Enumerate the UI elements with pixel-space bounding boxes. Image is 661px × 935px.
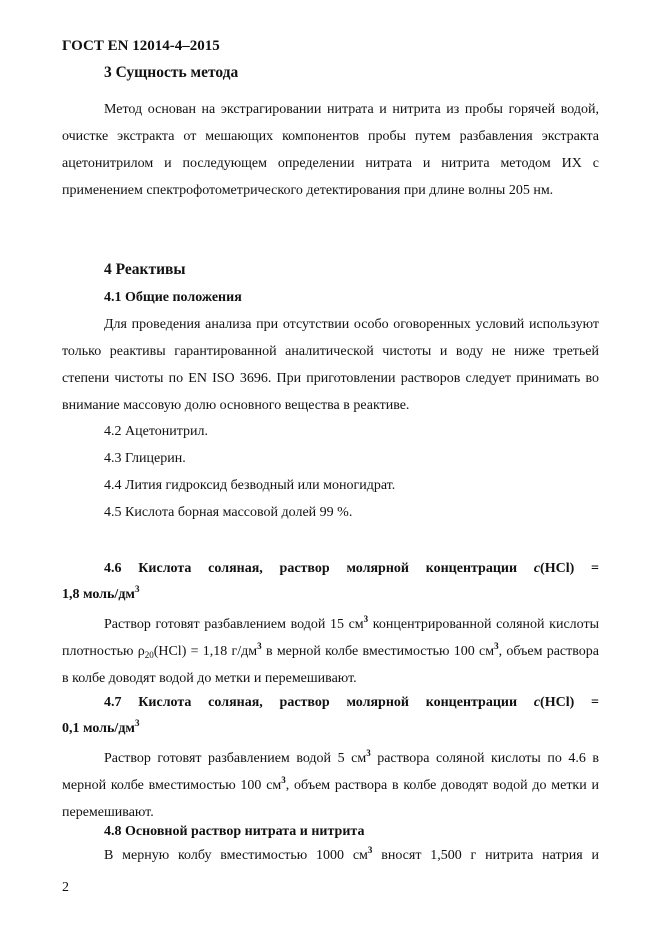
text-run: в мерной колбе вместимостью 100 см	[261, 644, 495, 659]
subscript: 20	[144, 650, 154, 660]
section-3	[62, 64, 599, 204]
text-run: , объем раствора в колбе доводят водой до метки и перемешивают.	[62, 778, 599, 820]
section-4	[62, 261, 599, 526]
exponent: 3	[367, 845, 373, 855]
exponent: 3	[281, 775, 286, 785]
subsection-4-7-value	[62, 716, 599, 742]
text-run: вносят 1,500 г нитрита натрия и	[372, 848, 600, 863]
document-header: ГОСТ EN 12014-4–2015	[62, 38, 220, 54]
subsection-4-6-paragraph	[62, 611, 599, 692]
item-4-3: 4.3 Глицерин.	[104, 451, 186, 466]
item-4-5: 4.5 Кислота борная массовой долей 99 %.	[104, 505, 353, 520]
subsection-4-8	[62, 824, 599, 869]
subsection-4-7-heading	[62, 690, 599, 716]
item-4-2: 4.2 Ацетонитрил.	[104, 424, 209, 439]
concentration-symbol: c	[533, 561, 541, 576]
heading-formula: (HCl) =	[540, 561, 599, 576]
exponent: 3	[257, 641, 262, 651]
subsection-4-6-heading	[62, 556, 599, 582]
heading-formula: (HCl) =	[540, 695, 599, 710]
section-4-heading: 4 Реактивы	[104, 261, 186, 278]
subsection-4-7	[62, 690, 599, 826]
concentration-value: 0,1 моль/дм	[62, 721, 135, 736]
heading-text: 4.6 Кислота соляная, раствор молярной концентрации	[104, 561, 518, 576]
heading-text: 4.7 Кислота соляная, раствор молярной концентрации	[104, 695, 518, 710]
subsection-4-1-heading: 4.1 Общие положения	[104, 290, 242, 305]
subsection-4-1-paragraph: Для проведения анализа при отсутствии особо оговоренных условий используют только реактивы гарантированной аналитической чистоты и воду не ниже третьей степени чистоты по EN ISO 3696. При приготовлении растворов следует принимать во внимание массовую долю основного вещества в реактиве.	[62, 317, 599, 413]
exponent: 3	[134, 584, 140, 594]
exponent: 3	[134, 718, 140, 728]
subsection-4-8-paragraph	[62, 842, 599, 869]
text-run: В мерную колбу вместимостью 1000 см	[104, 848, 368, 863]
exponent: 3	[494, 641, 499, 651]
text-run: , объем раствора в колбе доводят водой до метки и перемешивают.	[62, 644, 599, 686]
subsection-4-7-paragraph	[62, 745, 599, 826]
exponent: 3	[363, 614, 369, 624]
text-run: (HCl) = 1,18 г/дм	[153, 644, 258, 659]
text-run: концентрированной соляной кислоты плотностью ρ	[62, 617, 599, 659]
subsection-4-6-value	[62, 582, 599, 608]
page-number: 2	[62, 880, 69, 895]
section-3-paragraph: Метод основан на экстрагировании нитрата и нитрита из пробы горячей водой, очистке экстракта от мешающих компонентов пробы путем разбавления экстракта ацетонитрилом и последующем определении нитрата и нитрита методом ИХ с применением спектрофотометрического детектирования при длине волны 205 нм.	[62, 102, 599, 198]
subsection-4-6	[62, 556, 599, 692]
concentration-symbol: c	[533, 695, 541, 710]
text-run: Раствор готовят разбавлением водой 5 см	[104, 751, 367, 766]
subsection-4-8-heading: 4.8 Основной раствор нитрата и нитрита	[104, 824, 365, 839]
text-run: раствора соляной кислоты по 4.6 в мерной колбе вместимостью 100 см	[62, 751, 599, 793]
text-run: Раствор готовят разбавлением водой 15 см	[104, 617, 364, 632]
section-3-heading: 3 Сущность метода	[104, 64, 239, 81]
concentration-value: 1,8 моль/дм	[62, 587, 135, 602]
item-4-4: 4.4 Лития гидроксид безводный или моногидрат.	[104, 478, 396, 493]
exponent: 3	[366, 748, 371, 758]
